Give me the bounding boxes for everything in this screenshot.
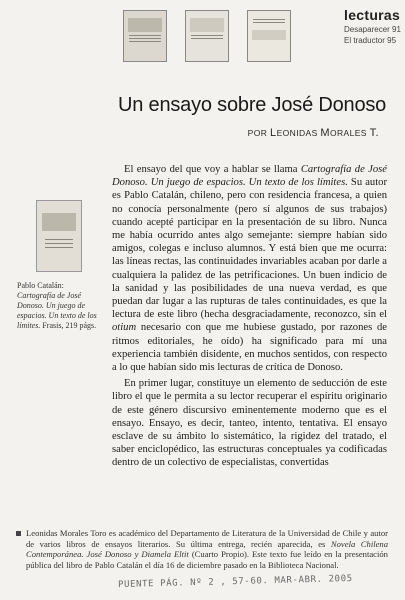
book-cover-1 (123, 10, 167, 62)
paragraph-2: En primer lugar, constituye un elemento de seducción de este libro el que le permita a su lector recuperar el espíritu originario de este género discursivo eminentemente moderno que es el ensayo. Ensayo, es decir, tanteo, intento, tentativa. El ensayo esclave de su ámbito lo sistemático, la rigidez del tratado, el saber enciclopédico, las estructuras conceptuales ya codificadas dentro de un colectivo de especialistas, convertidas (112, 378, 387, 469)
book-cover-2 (185, 10, 229, 62)
reviewed-book-cover (36, 200, 82, 272)
section-index-line-2: El traductor 95 (344, 36, 397, 45)
paragraph-1: El ensayo del que voy a hablar se llama Cartografía de José Donoso. Un juego de espacios. Un texto de los límites. Su autor es Pablo Catalán, chileno, pero con residencia francesa, a quien no conocía personalmente (pero sí algunos de sus trabajos) cuando acepté participar en la presentación de su libro. Nunca me había ocurrido antes algo semejante: siempre habían sido amigos, colegas e incluso alumnos. Y está bien que me ocurra: las líneas rectas, las continuidades invariables acaban por darle a cualquiera la palidez de las petrificaciones. Un buen indicio de la sanidad y las posibilidades de una nueva verdad, es que puedan dar lugar a las rupturas de tales continuidades, es que la lectura de este libro (hecha desgraciadamente, reconozco, sin el otium necesario con que me hubiese gustado, por razones de ritmos editoriales, he oído) ha significado para mí una experiencia también disidente, en muchos sentidos, con respecto a lo que habían sido mis lecturas de crítica de Donoso. (112, 164, 387, 374)
section-word: lecturas (344, 7, 401, 23)
section-index-line-1: Desaparecer 91 (344, 25, 401, 34)
handwritten-source-note: PUENTE PÁG. Nº 2 , 57-60. MAR-ABR. 2005 (117, 573, 353, 591)
article-body (112, 163, 387, 470)
book-caption: Pablo Catalán: Cartografía de José Donoso. Un juego de espacios. Un texto de los límites. Frasis, 219 págs. (17, 281, 97, 330)
book-cover-3 (247, 10, 291, 62)
section-rubric (344, 7, 404, 45)
note-marker-icon (16, 531, 21, 536)
article-title: Un ensayo sobre José Donoso (118, 94, 387, 116)
author-note: Leonidas Morales Toro es académico del Departamento de Literatura de la Universidad de Chile y autor de varios libros de ensayos literarios. Su última entrega, recién aparecida, es Novela Chilena Contemporánea. José Donoso y Diamela Eltit (Cuarto Propio). Este texto fue leído en la presentación pública del libro de Pablo Catalán el día 16 de diciembre pasado en la Biblioteca Nacional. (26, 528, 389, 570)
article-byline: POR LEONIDAS MORALES T. (247, 127, 379, 139)
